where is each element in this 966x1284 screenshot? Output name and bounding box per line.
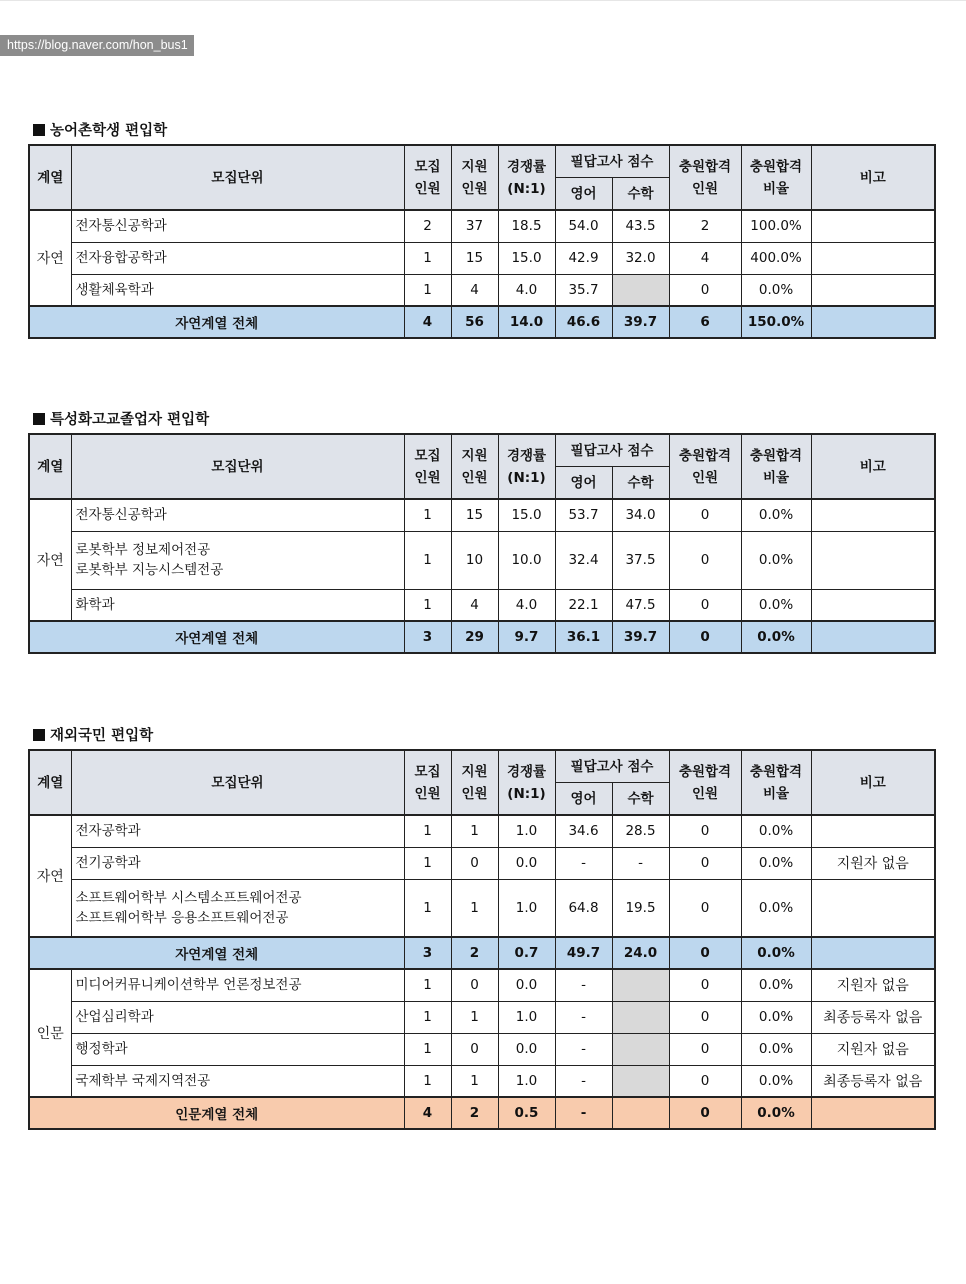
table-vocational [28,433,936,654]
ratio-cell: 1.0 [498,1001,555,1033]
english-cell: 53.7 [555,499,612,531]
extra-ratio-cell: 0.0% [741,531,811,589]
math-cell-empty [612,274,669,306]
total-note [811,621,935,653]
quota-cell: 1 [404,847,451,879]
header-applicants: 지원 인원 [451,145,498,210]
header-exam: 필답고사 점수 [555,750,669,783]
extra-ratio-cell: 0.0% [741,969,811,1001]
header-english: 영어 [555,467,612,500]
table-rural [28,144,936,339]
total-english: - [555,1097,612,1129]
unit-cell: 국제학부 국제지역전공 [71,1065,404,1097]
table-row [29,274,935,306]
math-cell: 34.0 [612,499,669,531]
math-cell-empty [612,1001,669,1033]
english-cell: - [555,847,612,879]
quota-cell: 1 [404,1033,451,1065]
extra-cell: 0 [669,1065,741,1097]
note-cell [811,589,935,621]
applicants-cell: 1 [451,879,498,937]
note-cell [811,531,935,589]
total-extra: 0 [669,937,741,969]
header-quota: 모집 인원 [404,145,451,210]
section-title-overseas [33,724,153,745]
top-divider [0,0,966,1]
extra-ratio-cell: 0.0% [741,1001,811,1033]
table-row [29,210,935,242]
total-extra-ratio: 0.0% [741,937,811,969]
extra-ratio-cell: 0.0% [741,879,811,937]
math-cell: 28.5 [612,815,669,847]
header-extra: 충원합격 인원 [669,750,741,815]
extra-ratio-cell: 0.0% [741,1065,811,1097]
extra-ratio-cell: 0.0% [741,589,811,621]
quota-cell: 1 [404,531,451,589]
unit-cell: 생활체육학과 [71,274,404,306]
extra-cell: 0 [669,815,741,847]
english-cell: - [555,969,612,1001]
note-cell [811,242,935,274]
extra-cell: 0 [669,879,741,937]
section-title-text: 농어촌학생 편입학 [50,123,168,139]
applicants-cell: 37 [451,210,498,242]
table-row [29,499,935,531]
quota-cell: 1 [404,969,451,1001]
math-cell: - [612,847,669,879]
table-overseas [28,749,936,1130]
math-cell: 32.0 [612,242,669,274]
unit-cell: 화학과 [71,589,404,621]
total-ratio: 0.7 [498,937,555,969]
table-row [29,589,935,621]
quota-cell: 1 [404,1001,451,1033]
quota-cell: 2 [404,210,451,242]
note-cell: 최종등록자 없음 [811,1065,935,1097]
extra-ratio-cell: 400.0% [741,242,811,274]
header-math: 수학 [612,467,669,500]
math-cell: 37.5 [612,531,669,589]
total-extra: 6 [669,306,741,338]
unit-cell: 미디어커뮤니케이션학부 언론정보전공 [71,969,404,1001]
extra-cell: 0 [669,274,741,306]
header-math: 수학 [612,178,669,211]
note-cell: 지원자 없음 [811,847,935,879]
square-bullet-icon [33,413,45,425]
extra-ratio-cell: 0.0% [741,847,811,879]
total-applicants: 56 [451,306,498,338]
header-note: 비고 [811,145,935,210]
total-ratio: 9.7 [498,621,555,653]
total-applicants: 29 [451,621,498,653]
quota-cell: 1 [404,1065,451,1097]
math-cell: 47.5 [612,589,669,621]
header-extra: 충원합격 인원 [669,434,741,499]
applicants-cell: 4 [451,589,498,621]
header-note: 비고 [811,434,935,499]
unit-cell: 전자통신공학과 [71,210,404,242]
quota-cell: 1 [404,242,451,274]
extra-ratio-cell: 0.0% [741,499,811,531]
applicants-cell: 0 [451,847,498,879]
total-extra: 0 [669,621,741,653]
total-english: 46.6 [555,306,612,338]
english-cell: 35.7 [555,274,612,306]
english-cell: - [555,1033,612,1065]
group-cell: 자연 [29,210,71,306]
header-field: 계열 [29,145,71,210]
blog-url-label[interactable]: https://blog.naver.com/hon_bus1 [0,35,194,56]
total-extra-ratio: 0.0% [741,1097,811,1129]
table-row [29,847,935,879]
extra-cell: 0 [669,531,741,589]
header-math: 수학 [612,783,669,816]
total-applicants: 2 [451,1097,498,1129]
extra-ratio-cell: 0.0% [741,274,811,306]
ratio-cell: 15.0 [498,242,555,274]
table-row [29,969,935,1001]
total-label: 자연계열 전체 [29,306,404,338]
unit-cell: 행정학과 [71,1033,404,1065]
applicants-cell: 1 [451,1001,498,1033]
unit-cell: 소프트웨어학부 시스템소프트웨어전공 소프트웨어학부 응용소프트웨어전공 [71,879,404,937]
table-row [29,242,935,274]
group-cell: 자연 [29,815,71,937]
total-math: 39.7 [612,621,669,653]
applicants-cell: 0 [451,1033,498,1065]
english-cell: 22.1 [555,589,612,621]
extra-cell: 4 [669,242,741,274]
header-quota: 모집 인원 [404,434,451,499]
total-quota: 3 [404,937,451,969]
extra-cell: 0 [669,589,741,621]
group-cell: 자연 [29,499,71,621]
total-extra-ratio: 150.0% [741,306,811,338]
quota-cell: 1 [404,499,451,531]
section-title-text: 특성화고교졸업자 편입학 [50,412,210,428]
total-ratio: 14.0 [498,306,555,338]
note-cell [811,499,935,531]
applicants-cell: 15 [451,499,498,531]
header-field: 계열 [29,750,71,815]
total-math [612,1097,669,1129]
ratio-cell: 18.5 [498,210,555,242]
quota-cell: 1 [404,815,451,847]
total-label: 인문계열 전체 [29,1097,404,1129]
total-row-humanities [29,1097,935,1129]
math-cell-empty [612,1065,669,1097]
quota-cell: 1 [404,879,451,937]
applicants-cell: 4 [451,274,498,306]
table-row [29,1001,935,1033]
total-quota: 4 [404,306,451,338]
extra-cell: 0 [669,847,741,879]
header-quota: 모집 인원 [404,750,451,815]
header-extra-ratio: 충원합격 비율 [741,750,811,815]
english-cell: 42.9 [555,242,612,274]
total-row [29,937,935,969]
note-cell [811,815,935,847]
section-title-vocational [33,408,209,429]
total-quota: 4 [404,1097,451,1129]
section-title-rural [33,119,167,140]
total-extra: 0 [669,1097,741,1129]
square-bullet-icon [33,124,45,136]
square-bullet-icon [33,729,45,741]
math-cell-empty [612,969,669,1001]
ratio-cell: 1.0 [498,879,555,937]
total-row [29,306,935,338]
note-cell: 최종등록자 없음 [811,1001,935,1033]
total-extra-ratio: 0.0% [741,621,811,653]
total-english: 36.1 [555,621,612,653]
ratio-cell: 1.0 [498,1065,555,1097]
header-unit: 모집단위 [71,145,404,210]
english-cell: 34.6 [555,815,612,847]
total-row [29,621,935,653]
header-ratio: 경쟁률 (N:1) [498,434,555,499]
header-ratio: 경쟁률 (N:1) [498,750,555,815]
applicants-cell: 1 [451,1065,498,1097]
header-extra: 충원합격 인원 [669,145,741,210]
total-math: 39.7 [612,306,669,338]
english-cell: 64.8 [555,879,612,937]
ratio-cell: 4.0 [498,274,555,306]
ratio-cell: 0.0 [498,1033,555,1065]
ratio-cell: 0.0 [498,969,555,1001]
total-label: 자연계열 전체 [29,621,404,653]
extra-cell: 0 [669,969,741,1001]
applicants-cell: 0 [451,969,498,1001]
unit-cell: 전자통신공학과 [71,499,404,531]
table-row [29,879,935,937]
unit-cell: 전자융합공학과 [71,242,404,274]
extra-cell: 0 [669,499,741,531]
header-unit: 모집단위 [71,750,404,815]
note-cell: 지원자 없음 [811,969,935,1001]
header-english: 영어 [555,178,612,211]
note-cell [811,210,935,242]
header-extra-ratio: 충원합격 비율 [741,434,811,499]
ratio-cell: 0.0 [498,847,555,879]
total-note [811,937,935,969]
quota-cell: 1 [404,274,451,306]
total-note [811,1097,935,1129]
total-label: 자연계열 전체 [29,937,404,969]
ratio-cell: 15.0 [498,499,555,531]
table-row [29,531,935,589]
math-cell: 19.5 [612,879,669,937]
group-cell: 인문 [29,969,71,1097]
header-applicants: 지원 인원 [451,750,498,815]
extra-cell: 2 [669,210,741,242]
header-field: 계열 [29,434,71,499]
total-quota: 3 [404,621,451,653]
english-cell: 32.4 [555,531,612,589]
applicants-cell: 10 [451,531,498,589]
unit-cell: 전자공학과 [71,815,404,847]
extra-ratio-cell: 0.0% [741,815,811,847]
total-applicants: 2 [451,937,498,969]
total-note [811,306,935,338]
extra-cell: 0 [669,1033,741,1065]
header-exam: 필답고사 점수 [555,145,669,178]
header-ratio: 경쟁률 (N:1) [498,145,555,210]
applicants-cell: 1 [451,815,498,847]
english-cell: 54.0 [555,210,612,242]
unit-cell: 산업심리학과 [71,1001,404,1033]
note-cell [811,274,935,306]
total-ratio: 0.5 [498,1097,555,1129]
ratio-cell: 10.0 [498,531,555,589]
ratio-cell: 1.0 [498,815,555,847]
header-unit: 모집단위 [71,434,404,499]
header-english: 영어 [555,783,612,816]
header-exam: 필답고사 점수 [555,434,669,467]
note-cell [811,879,935,937]
header-extra-ratio: 충원합격 비율 [741,145,811,210]
english-cell: - [555,1001,612,1033]
ratio-cell: 4.0 [498,589,555,621]
extra-ratio-cell: 0.0% [741,1033,811,1065]
applicants-cell: 15 [451,242,498,274]
extra-ratio-cell: 100.0% [741,210,811,242]
table-row [29,815,935,847]
extra-cell: 0 [669,1001,741,1033]
math-cell-empty [612,1033,669,1065]
table-row [29,1033,935,1065]
english-cell: - [555,1065,612,1097]
header-note: 비고 [811,750,935,815]
table-row [29,1065,935,1097]
unit-cell: 로봇학부 정보제어전공 로봇학부 지능시스템전공 [71,531,404,589]
math-cell: 43.5 [612,210,669,242]
section-title-text: 재외국민 편입학 [50,728,154,744]
unit-cell: 전기공학과 [71,847,404,879]
total-math: 24.0 [612,937,669,969]
note-cell: 지원자 없음 [811,1033,935,1065]
total-english: 49.7 [555,937,612,969]
quota-cell: 1 [404,589,451,621]
header-applicants: 지원 인원 [451,434,498,499]
